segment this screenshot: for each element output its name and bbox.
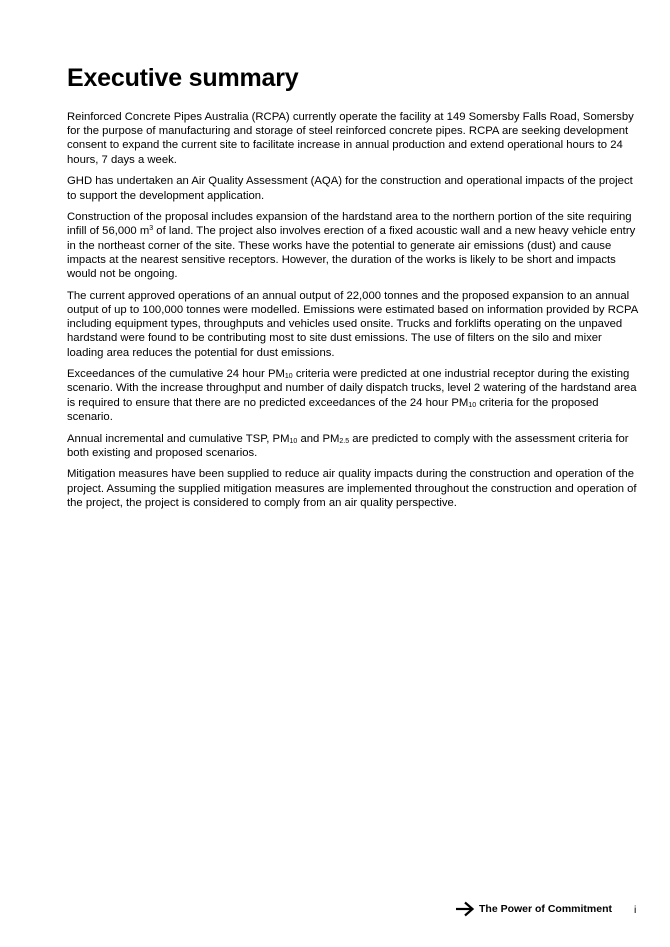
script-text: 10 (468, 401, 477, 409)
paragraph-text: criteria were predicted at one industrial receptor during the existing scenario. With the increase throughput and number of daily dispatch trucks, level 2 watering of the hardstand area is required to ensure that there are no predicted exceedances of the 24 hour PM (67, 368, 637, 409)
paragraph-text: GHD has undertaken an Air Quality Assessment (AQA) for the construction and operational impacts of the project to support the development application. (67, 175, 633, 202)
paragraph-text: Construction of the proposal includes expansion of the hardstand area to the northern portion of the site requiring infill of 56,000 m (67, 211, 632, 238)
footer (455, 901, 612, 917)
script-text: 3 (149, 225, 154, 233)
paragraph (67, 467, 640, 510)
page-title: Executive summary (67, 64, 299, 92)
paragraph (67, 210, 640, 281)
paragraph (67, 367, 640, 424)
paragraph-text: Annual incremental and cumulative TSP, PM (67, 432, 290, 445)
paragraph-text: and PM (297, 432, 340, 445)
paragraph (67, 289, 640, 360)
script-text: 10 (284, 373, 293, 381)
paragraph (67, 110, 640, 167)
paragraph-text: The current approved operations of an annual output of 22,000 tonnes and the proposed expansion to an annual output of up to 100,000 tonnes were modelled. Emissions were estimated based on information provided by RCPA including equipment types, throughputs and vehicles used onsite. Trucks and forklifts operating on the unpaved hardstand were found to be contributing most to site dust emissions. The use of filters on the silo and mixer loading area reduces the potential for dust emissions. (67, 289, 638, 359)
paragraph (67, 174, 640, 202)
paragraph-text: of land. The project also involves erection of a fixed acoustic wall and a new heavy vehicle entry in the northeast corner of the site. These works have the potential to generate air emissions (dust) and cause impacts at the nearest sensitive receptors. However, the duration of the works is likely to be short and impacts would not be ongoing. (67, 225, 636, 281)
footer-tagline: The Power of Commitment (479, 903, 613, 915)
body-text (67, 110, 640, 518)
paragraph (67, 432, 640, 460)
paragraph-text: are predicted to comply with the assessment criteria for both existing and proposed scenarios. (67, 432, 629, 459)
script-text: 10 (289, 437, 298, 445)
paragraph-text: criteria for the proposed scenario. (67, 396, 599, 423)
paragraph-text: Reinforced Concrete Pipes Australia (RCPA) currently operate the facility at 149 Somersby Falls Road, Somersby for the purpose of manufacturing and storage of steel reinforced concrete pipes. RCPA are seeking development consent to expand the current site to facilitate increase in annual production and extend operational hours to 24 hours, 7 days a week. (67, 111, 634, 166)
page-number: i (634, 904, 637, 916)
script-text: 2.5 (339, 437, 350, 445)
paragraph-text: Exceedances of the cumulative 24 hour PM (67, 368, 285, 381)
paragraph-text: Mitigation measures have been supplied to reduce air quality impacts during the construction and operation of the project. Assuming the supplied mitigation measures are implemented throughout the construction and operation of the project, the project is considered to comply from an air quality perspective. (67, 468, 637, 509)
arrow-right-icon (455, 901, 475, 917)
